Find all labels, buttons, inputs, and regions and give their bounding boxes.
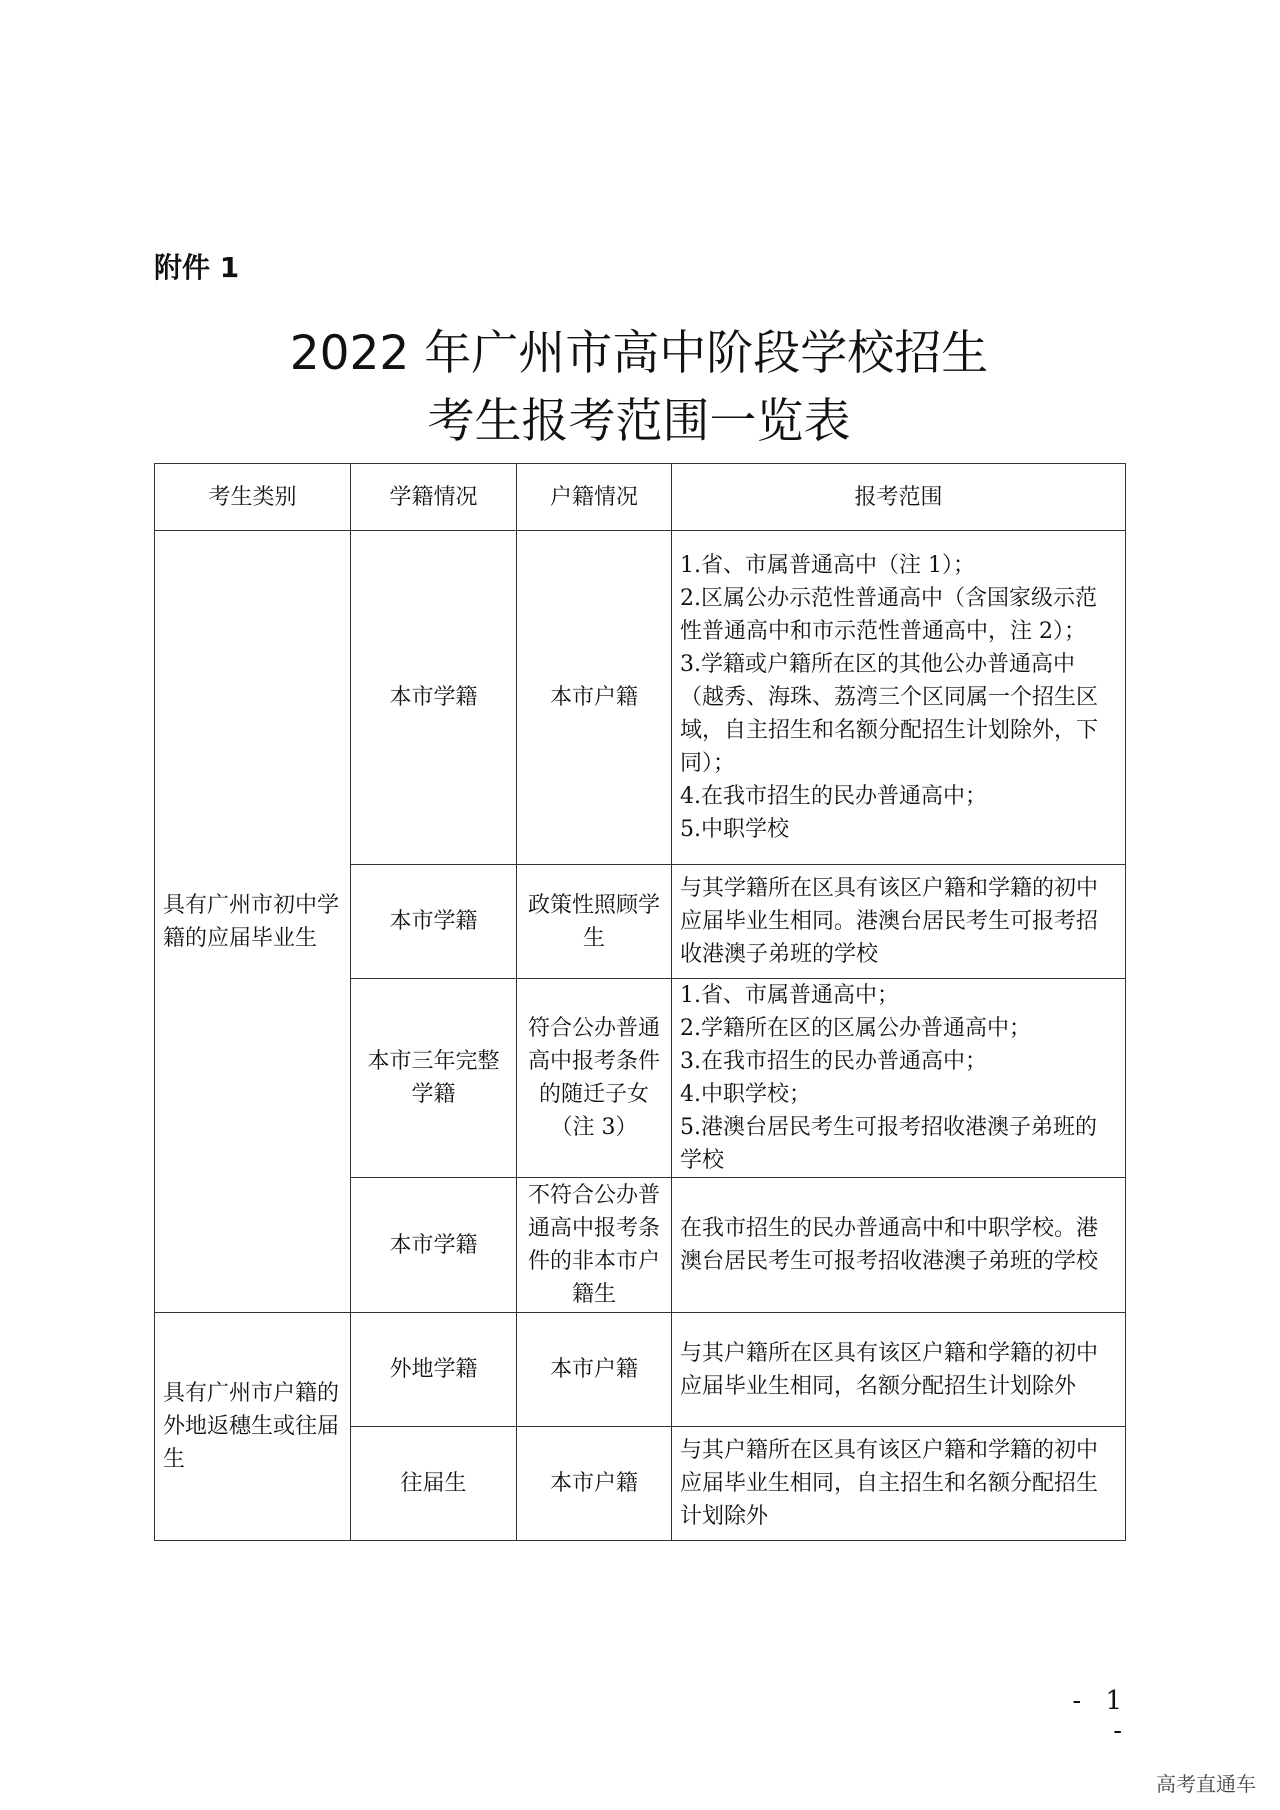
scope-line: 2.学籍所在区的区属公办普通高中； [680,1016,1031,1041]
scope-line: 2.区属公办示范性普通高中（含国家级示范性普通高中和市示范性普通高中，注 2）； [680,586,1097,644]
table-row [155,531,1126,865]
scope-line: 在我市招生的民办普通高中和中职学校。港澳台居民考生可报考招收港澳子弟班的学校 [680,1216,1099,1274]
scope-cell [672,865,1126,979]
scope-cell [672,531,1126,865]
huji-cell: 不符合公办普通高中报考条件的非本市户籍生 [517,1178,672,1313]
scope-line: 3.在我市招生的民办普通高中； [680,1049,987,1074]
enrollment-scope-table [154,463,1126,1541]
category-cell: 具有广州市户籍的外地返穗生或往届生 [155,1313,351,1541]
xueji-cell: 本市三年完整学籍 [351,979,517,1178]
header-category: 考生类别 [155,464,351,531]
table-header-row [155,464,1126,531]
scope-cell [672,1313,1126,1427]
scope-line: 与其户籍所在区具有该区户籍和学籍的初中应届毕业生相同，自主招生和名额分配招生计划除外 [680,1438,1099,1529]
scope-line: 5.港澳台居民考生可报考招收港澳子弟班的学校 [680,1115,1097,1173]
scope-line: 与其户籍所在区具有该区户籍和学籍的初中应届毕业生相同，名额分配招生计划除外 [680,1340,1099,1399]
xueji-cell: 外地学籍 [351,1313,517,1427]
watermark-text: 高考直通车 [1156,1772,1256,1796]
huji-cell: 本市户籍 [517,1427,672,1541]
table-row [155,1313,1126,1427]
page-subtitle: 考生报考范围一览表 [427,394,851,449]
xueji-cell: 本市学籍 [351,865,517,979]
scope-cell [672,979,1126,1178]
scope-line: 1.省、市属普通高中； [680,983,899,1008]
scope-line: 1.省、市属普通高中（注 1）； [680,553,975,578]
huji-cell: 本市户籍 [517,1313,672,1427]
scope-line: 4.中职学校； [680,1082,811,1107]
huji-cell: 本市户籍 [517,531,672,865]
attachment-label: 附件 1 [154,251,240,284]
header-huji: 户籍情况 [517,464,672,531]
scope-line: 3.学籍或户籍所在区的其他公办普通高中（越秀、海珠、荔湾三个区同属一个招生区域，自主招生和名额分配招生计划除外，下同）； [680,652,1099,776]
scope-cell [672,1178,1126,1313]
page-number: - 1 - [1072,1686,1130,1746]
scope-line: 5.中职学校 [680,817,789,842]
huji-cell: 符合公办普通高中报考条件的随迁子女（注 3） [517,979,672,1178]
scope-line: 4.在我市招生的民办普通高中； [680,784,987,809]
header-xueji: 学籍情况 [351,464,517,531]
xueji-cell: 往届生 [351,1427,517,1541]
scope-cell [672,1427,1126,1541]
header-scope: 报考范围 [672,464,1126,531]
huji-cell: 政策性照顾学生 [517,865,672,979]
scope-line: 与其学籍所在区具有该区户籍和学籍的初中应届毕业生相同。港澳台居民考生可报考招收港澳子弟班的学校 [680,876,1099,967]
xueji-cell: 本市学籍 [351,531,517,865]
xueji-cell: 本市学籍 [351,1178,517,1313]
page-title: 2022 年广州市高中阶段学校招生 [289,326,989,381]
category-cell: 具有广州市初中学籍的应届毕业生 [155,531,351,1313]
